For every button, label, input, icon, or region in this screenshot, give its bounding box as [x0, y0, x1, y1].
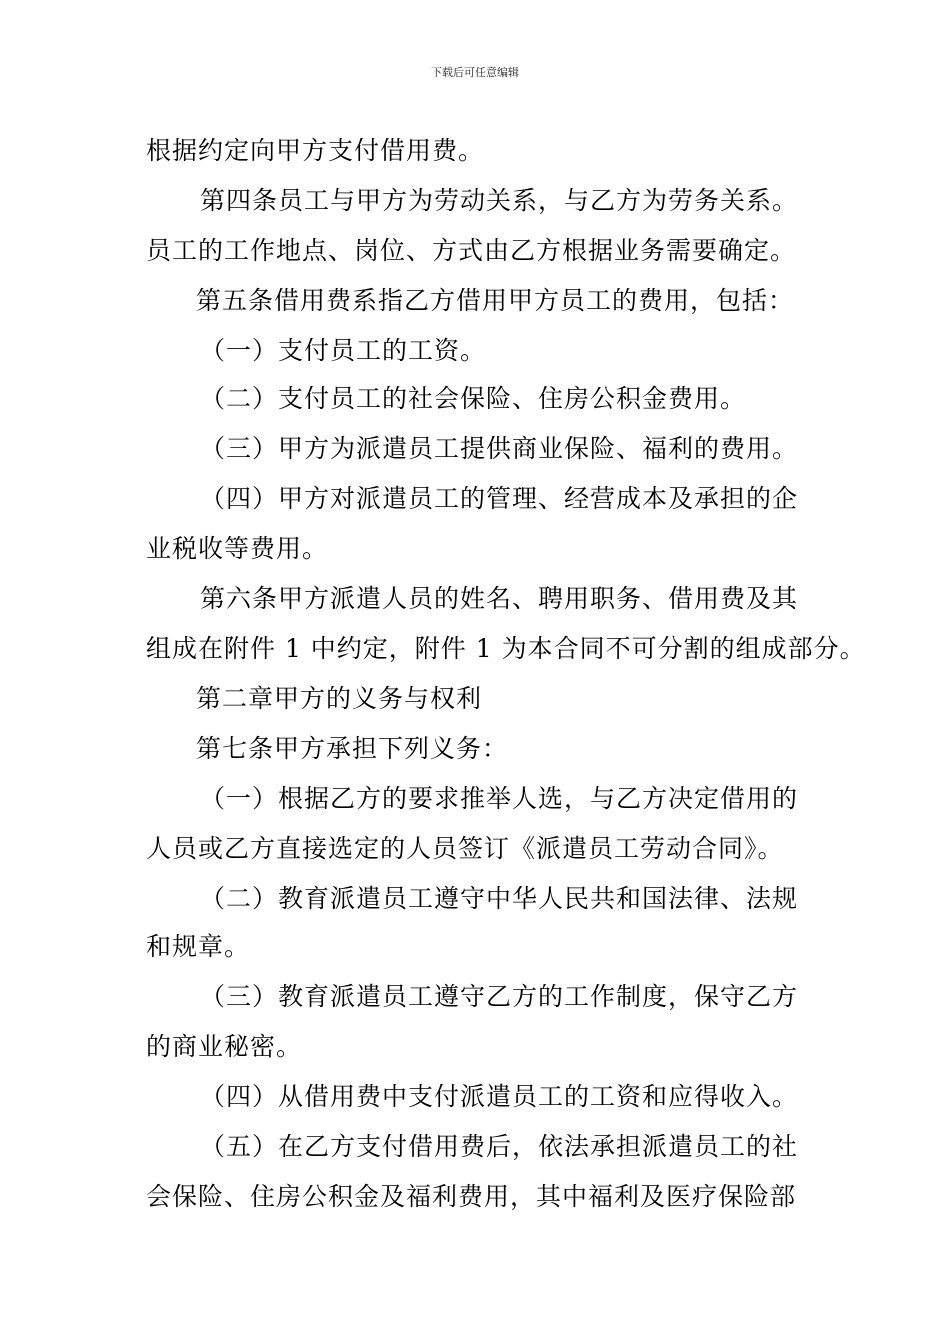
text-line: 根据约定向甲方支付借用费。 — [146, 136, 485, 165]
text-line: 员工的工作地点、岗位、方式由乙方根据业务需要确定。 — [146, 236, 797, 265]
text-line: 和规章。 — [146, 932, 251, 961]
text-line: （四）甲方对派遣员工的管理、经营成本及承担的企 — [200, 484, 799, 513]
text-line: 的商业秘密。 — [146, 1032, 303, 1061]
text-line: （二）教育派遣员工遵守中华人民共和国法律、法规 — [200, 884, 799, 913]
text-line: （一）根据乙方的要求推举人选，与乙方决定借用的 — [200, 784, 799, 813]
text-line: 第七条甲方承担下列义务： — [196, 734, 509, 763]
text-line: 第五条借用费系指乙方借用甲方员工的费用，包括： — [196, 286, 795, 315]
text-line: 第四条员工与甲方为劳动关系，与乙方为劳务关系。 — [200, 186, 799, 215]
chapter-heading: 第二章甲方的义务与权利 — [196, 684, 483, 713]
text-line: （一）支付员工的工资。 — [200, 336, 487, 365]
text-line: 人员或乙方直接选定的人员签订《派遣员工劳动合同》。 — [146, 834, 784, 863]
text-line: （三）教育派遣员工遵守乙方的工作制度，保守乙方 — [200, 982, 799, 1011]
text-line: （二）支付员工的社会保险、住房公积金费用。 — [200, 384, 747, 413]
text-line: （五）在乙方支付借用费后，依法承担派遣员工的社 — [200, 1132, 799, 1161]
text-line: 业税收等费用。 — [146, 534, 329, 563]
text-line: 第六条甲方派遣人员的姓名、聘用职务、借用费及其 — [200, 584, 799, 613]
text-line: 会保险、住房公积金及福利费用，其中福利及医疗保险部 — [146, 1182, 797, 1211]
text-line: （四）从借用费中支付派遣员工的工资和应得收入。 — [200, 1082, 799, 1111]
header-note: 下载后可任意编辑 — [431, 66, 519, 79]
text-line: 组成在附件 1 中约定，附件 1 为本合同不可分割的组成部分。 — [146, 634, 866, 663]
text-line: （三）甲方为派遣员工提供商业保险、福利的费用。 — [200, 434, 799, 463]
